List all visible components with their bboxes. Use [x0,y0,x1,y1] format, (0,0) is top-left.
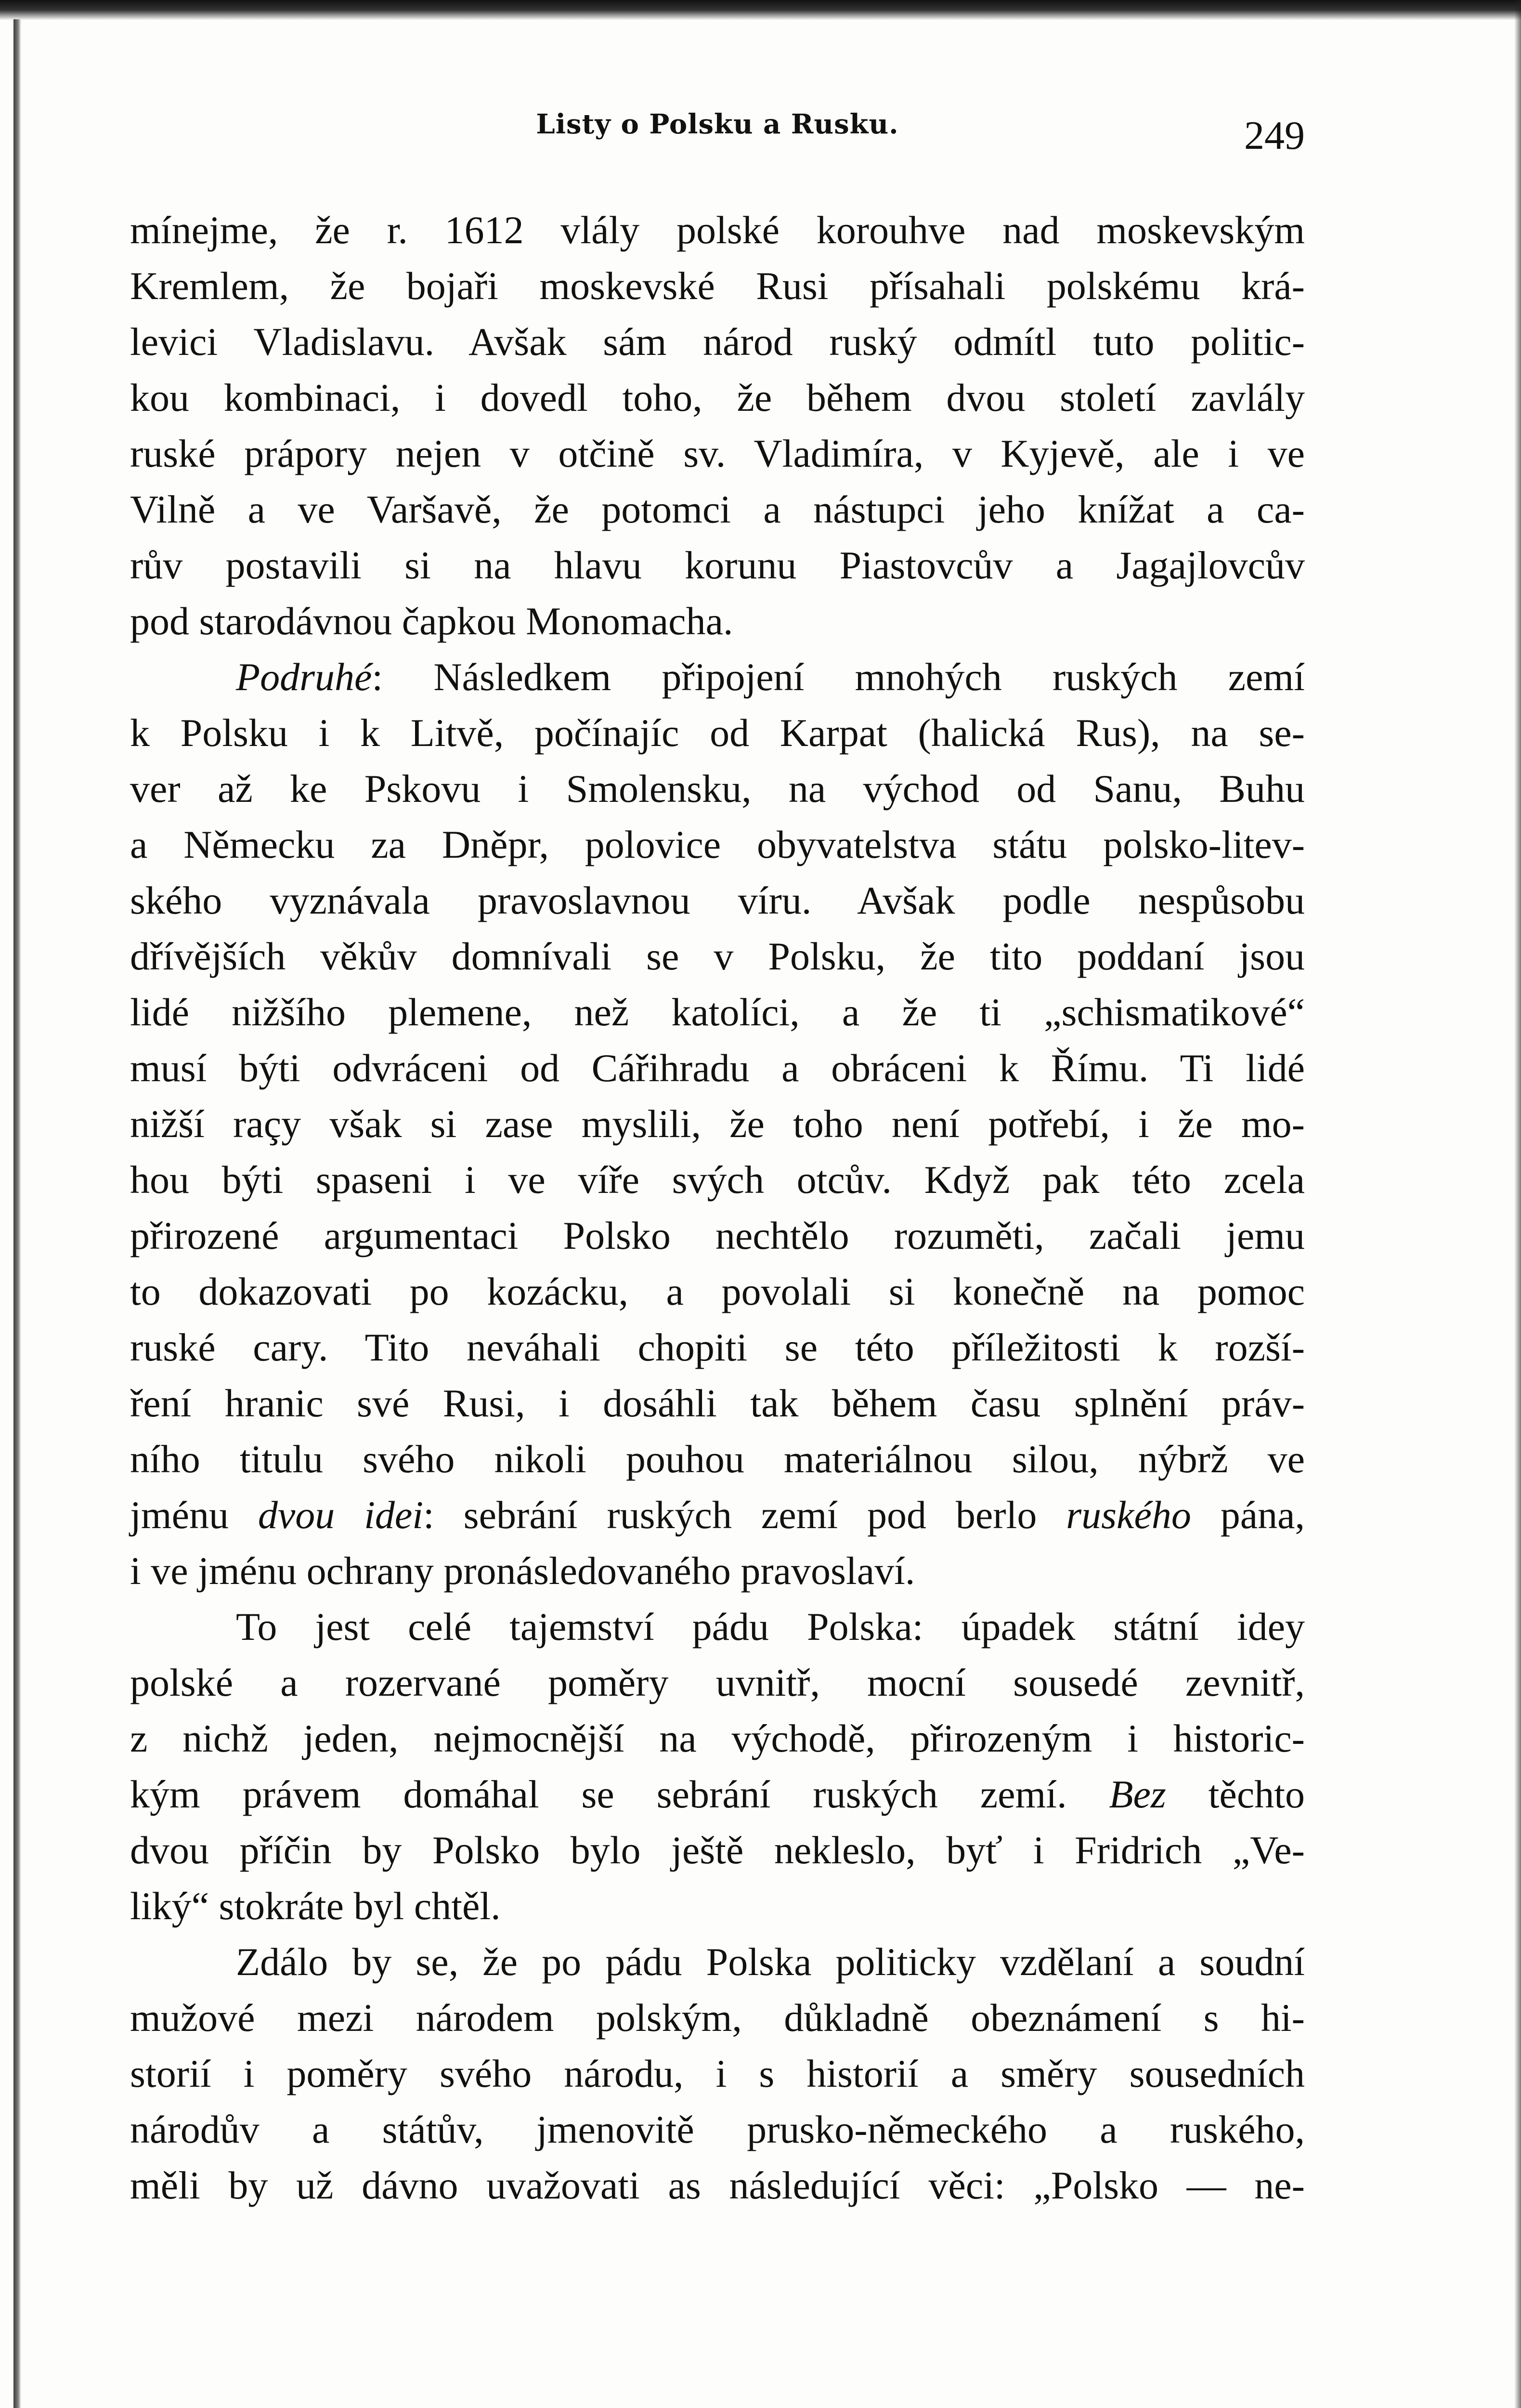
italic-word: Bez [1109,1772,1166,1816]
text-span: pána, [1191,1493,1305,1537]
text-line: levici Vladislavu. Avšak sám národ ruský odmítl tuto politic- [130,320,1305,364]
text-line: Vilně a ve Varšavě, že potomci a nástupci jeho knížat a ca- [130,487,1305,531]
text-span: těchto [1166,1772,1305,1816]
running-head: Listy o Polsku a Rusku. [536,108,899,140]
text-line: to dokazovati po kozácku, a povolali si konečně na pomoc [130,1269,1305,1313]
text-line: ver až ke Pskovu i Smolensku, na východ od Sanu, Buhu [130,767,1305,811]
text-line: ruské prápory nejen v otčině sv. Vladimíra, v Kyjevě, ale i ve [130,432,1305,475]
scan-top-edge [0,0,1521,20]
text-line: dvou příčin by Polsko bylo ještě nekleslo, byť i Fridrich „Ve- [130,1828,1305,1872]
text-line: z nichž jeden, nejmocnější na východě, přirozeným i historic- [130,1716,1305,1760]
text-line: přirozené argumentaci Polsko nechtělo rozuměti, začali jemu [130,1214,1305,1257]
text-line: národův a státův, jmenovitě prusko-německého a ruského, [130,2107,1305,2151]
text-line: storií i poměry svého národu, i s historií a směry sousedních [130,2052,1305,2095]
text-line: k Polsku i k Litvě, počínajíc od Karpat (halická Rus), na se- [130,711,1305,755]
text-line: mínejme, že r. 1612 vlály polské korouhve nad moskevským [130,208,1305,252]
text-line: ření hranic své Rusi, i dosáhli tak během času splnění práv- [130,1381,1305,1425]
text-line: ruské cary. Tito neváhali chopiti se této příležitosti k rozší- [130,1325,1305,1369]
page-header [130,108,1305,166]
text-span: : Následkem připojení mnohých ruských zemí [372,655,1305,699]
text-span: kým právem domáhal se sebrání ruských zemí. [130,1772,1109,1816]
paragraph-start: To jest celé tajemství pádu Polska: úpadek státní idey [236,1605,1305,1649]
text-line: měli by už dávno uvažovati as následující věci: „Polsko — ne- [130,2163,1305,2207]
italic-word: Podruhé [236,655,372,699]
page-number: 249 [1244,113,1305,158]
text-line: mužové mezi národem polským, důkladně obeznámení s hi- [130,1996,1305,2040]
text-span: : sebrání ruských zemí pod berlo [423,1493,1066,1537]
text-span: jménu [130,1493,258,1537]
scan-binding-edge [13,19,21,2408]
text-line: pod starodávnou čapkou Monomacha. [130,599,733,643]
text-line-mixed [130,1487,1305,1543]
text-line: ního titulu svého nikoli pouhou materiálnou silou, nýbrž ve [130,1437,1305,1481]
text-line: dřívějších věkův domnívali se v Polsku, že tito poddaní jsou [130,934,1305,978]
text-line: i ve jménu ochrany pronásledovaného pravoslaví. [130,1549,915,1593]
text-line: liký“ stokráte byl chtěl. [130,1884,501,1928]
text-line: kou kombinaci, i dovedl toho, že během dvou století zavlály [130,376,1305,419]
text-line: hou býti spaseni i ve víře svých otcův. Když pak této zcela [130,1158,1305,1202]
text-line: rův postavili si na hlavu korunu Piastovcův a Jagajlovcův [130,543,1305,587]
italic-word: ruského [1066,1493,1191,1537]
text-line: Kremlem, že bojaři moskevské Rusi přísahali polskému krá- [130,264,1305,308]
italic-word: dvou idei [258,1493,424,1537]
text-line: ského vyznávala pravoslavnou víru. Avšak podle nespůsobu [130,878,1305,922]
paragraph-start: Zdálo by se, že po pádu Polska politicky vzdělaní a soudní [236,1940,1305,1984]
paragraph-start [130,649,1305,705]
body-text [130,202,1305,2213]
text-line: nižší raçy však si zase myslili, že toho není potřebí, i že mo- [130,1102,1305,1146]
text-line: polské a rozervané poměry uvnitř, mocní sousedé zevnitř, [130,1661,1305,1704]
scan-right-edge [1514,0,1521,2408]
text-line: lidé nižšího plemene, než katolíci, a že ti „schismatikové“ [130,990,1305,1034]
text-line: a Německu za Dněpr, polovice obyvatelstva státu polsko-litev- [130,823,1305,866]
text-line-mixed [130,1767,1305,1822]
text-line: musí býti odvráceni od Cářihradu a obráceni k Římu. Ti lidé [130,1046,1305,1090]
